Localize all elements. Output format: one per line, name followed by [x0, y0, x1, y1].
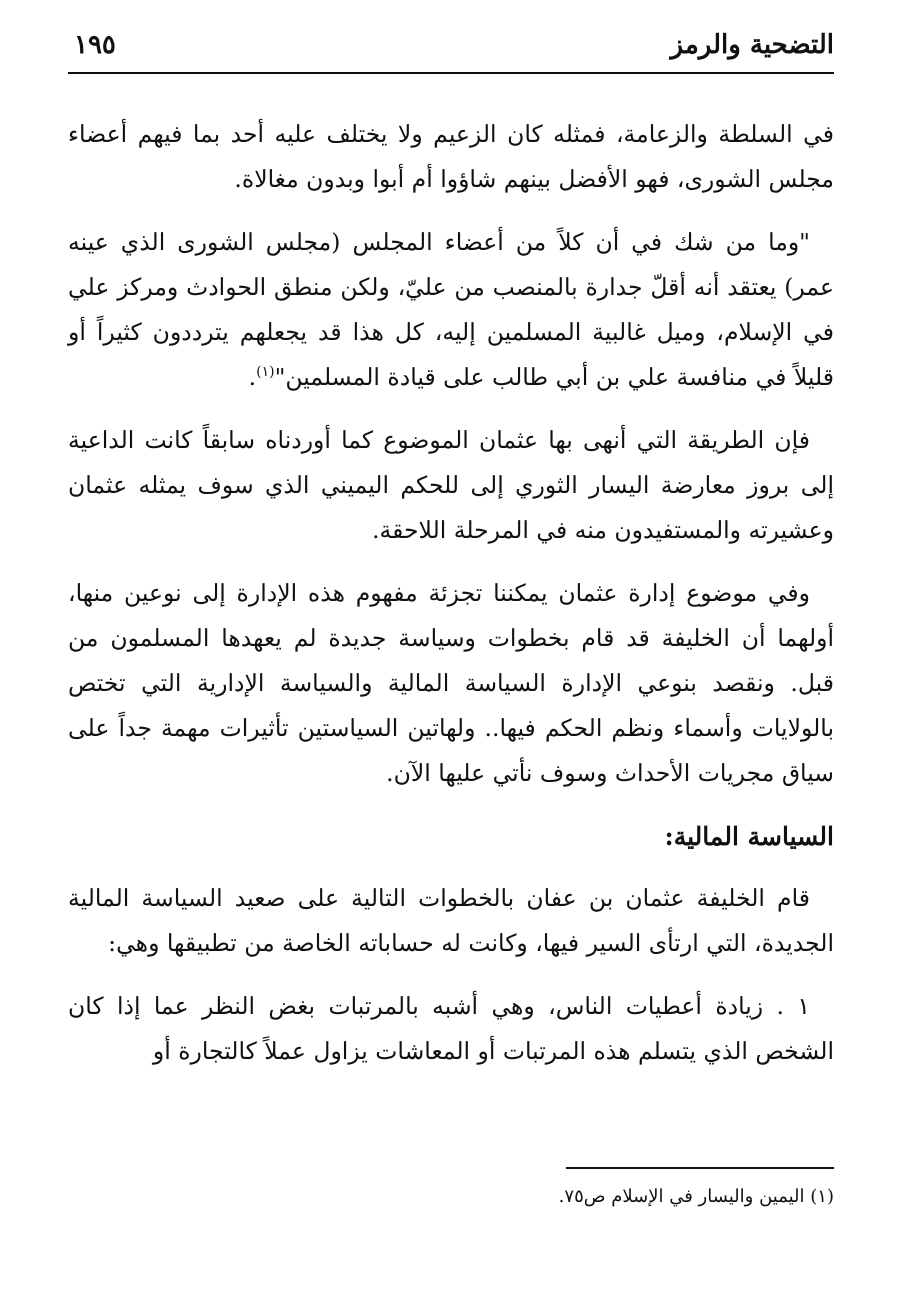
running-header [68, 26, 834, 74]
quote-text: "وما من شك في أن كلاً من أعضاء المجلس (مجلس الشورى الذي عينه عمر) يعتقد أنه أقلّ جدارة بالمنصب من عليّ، ولكن منطق الحوادث ومركز علي في الإسلام، وميل غالبية المسلمين إليه، كل هذا قد يجعلهم يترددون كثيراً أو قليلاً في منافسة علي بن أبي طالب على قيادة المسلمين" [68, 228, 834, 391]
paragraph-4: وفي موضوع إدارة عثمان يمكننا تجزئة مفهوم هذه الإدارة إلى نوعين منها، أولهما أن الخليفة قد قام بخطوات وسياسة جديدة لم يعهدها المسلمون من قبل. ونقصد بنوعي الإدارة السياسة المالية والسياسة الإدارية التي تختص بالولايات وأسماء ونظم الحكم فيها.. ولهاتين السياستين تأثيرات مهمة جداً على سياق مجريات الأحداث وسوف نأتي عليها الآن. [68, 579, 834, 787]
footnote: (١) اليمين واليسار في الإسلام ص٧٥. [558, 1186, 834, 1207]
footnote-reference: (١) [256, 364, 275, 381]
footnote-divider [566, 1167, 834, 1169]
quote-end-mark: . [248, 363, 257, 391]
section-heading: السياسة المالية: [664, 822, 834, 851]
chapter-title: التضحية والرمز [670, 30, 834, 60]
paragraph-3: فإن الطريقة التي أنهى بها عثمان الموضوع كما أوردناه سابقاً كانت الداعية إلى بروز معارضة اليسار الثوري إلى للحكم اليميني الذي سوف يمثله عثمان وعشيرته والمستفيدون منه في المرحلة اللاحقة. [68, 426, 834, 544]
body-text [68, 112, 834, 1092]
page-number: ١٩٥ [74, 30, 116, 60]
paragraph-2-quote [68, 220, 834, 400]
paragraph-1: في السلطة والزعامة، فمثله كان الزعيم ولا يختلف عليه أحد بما فيهم أعضاء مجلس الشورى، فهو الأفضل بينهم شاؤوا أم أبوا وبدون مغالاة. [68, 120, 834, 193]
list-item-1: ١ . زيادة أعطيات الناس، وهي أشبه بالمرتبات بغض النظر عما إذا كان الشخص الذي يتسلم هذه المرتبات أو المعاشات يزاول عملاً كالتجارة أو [68, 992, 834, 1065]
paragraph-5: قام الخليفة عثمان بن عفان بالخطوات التالية على صعيد السياسة المالية الجديدة، التي ارتأى السير فيها، وكانت له حساباته الخاصة من تطبيقها وهي: [68, 884, 834, 957]
